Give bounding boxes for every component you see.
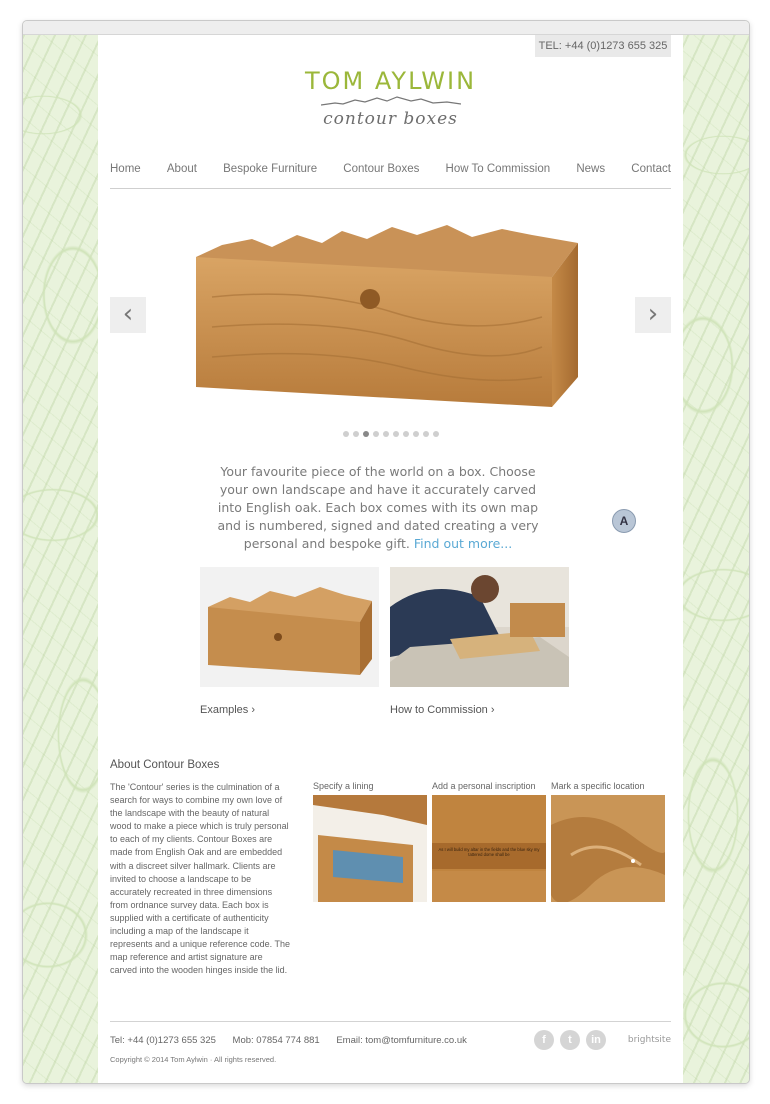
examples-link[interactable]: Examples › <box>200 704 256 716</box>
lining-image <box>313 795 427 902</box>
slider-dot[interactable] <box>403 431 409 437</box>
nav-item-bespoke-furniture[interactable]: Bespoke Furniture <box>223 163 318 175</box>
option-lining-label: Specify a lining <box>313 781 374 791</box>
contour-box-hero-image <box>192 217 582 417</box>
nav-item-how-to-commission[interactable]: How To Commission <box>445 163 551 175</box>
intro-text <box>208 463 548 553</box>
slider-next-button[interactable]: › <box>635 297 671 333</box>
hallmark-icon: A <box>612 509 636 533</box>
feature-how-to-commission[interactable] <box>390 567 569 716</box>
slider-dot[interactable] <box>383 431 389 437</box>
hero-slider <box>110 207 671 447</box>
option-location <box>551 781 665 907</box>
nav-item-contour-boxes[interactable]: Contour Boxes <box>343 163 420 175</box>
brightsite-logo[interactable]: brightsite <box>627 1035 671 1045</box>
intro-body: Your favourite piece of the world on a box. Choose your own landscape and have it accurately carved into English oak. Each box comes with its own map and is numbered, signed and dated creating a very personal and bespoke gift. <box>217 464 539 551</box>
linkedin-icon[interactable]: in <box>586 1030 606 1050</box>
footer-divider <box>110 1021 671 1022</box>
find-out-more-link[interactable]: Find out more... <box>413 536 513 551</box>
nav-item-about[interactable]: About <box>166 163 197 175</box>
browser-top-bar <box>23 21 749 35</box>
option-inscription <box>432 781 546 907</box>
footer-email[interactable]: Email: tom@tomfurniture.co.uk <box>336 1035 467 1046</box>
tel-badge: TEL: +44 (0)1273 655 325 <box>535 35 671 57</box>
option-inscription-label: Add a personal inscription <box>432 781 536 791</box>
page-content <box>98 35 683 1084</box>
slider-dot[interactable] <box>363 431 369 437</box>
examples-thumbnail <box>200 567 379 687</box>
how-to-commission-link[interactable]: How to Commission › <box>390 704 495 716</box>
inscription-text: As I will build my altar in the fields and the blue sky my tattered dome shall be <box>438 847 540 858</box>
slider-dot[interactable] <box>353 431 359 437</box>
footer-contact <box>110 1035 481 1046</box>
slider-dot[interactable] <box>423 431 429 437</box>
about-text: The 'Contour' series is the culmination of a search for ways to combine my own love of the landscape with the beauty of natural wood to make a piece which is truly personal to each of my clients. Contour Boxes are made from English Oak and are embedded with a discreet silver hallmark. Clients are invited to choose a landscape to be accurately recreated in three dimensions from ordnance survey data. Each box is supplied with a certificate of authenticity including a map of the landscape it represents and a unique reference code. The map reference and artist signature are carved into the wooden hinges inside the lid. <box>110 782 290 976</box>
slider-prev-button[interactable]: ‹ <box>110 297 146 333</box>
slider-dots <box>110 431 671 437</box>
feature-examples[interactable] <box>200 567 379 716</box>
slider-dot[interactable] <box>373 431 379 437</box>
main-nav <box>110 163 671 189</box>
twitter-icon[interactable]: t <box>560 1030 580 1050</box>
social-links <box>534 1030 606 1050</box>
slider-dot[interactable] <box>343 431 349 437</box>
nav-item-contact[interactable]: Contact <box>631 163 671 175</box>
inscription-image <box>432 795 546 902</box>
logo[interactable] <box>98 67 683 129</box>
craftsman-thumbnail <box>390 567 569 687</box>
option-location-label: Mark a specific location <box>551 781 645 791</box>
about-title: About Contour Boxes <box>110 759 220 771</box>
slider-dot[interactable] <box>393 431 399 437</box>
mountain-line-icon <box>321 95 461 107</box>
logo-name: TOM AYLWIN <box>304 67 477 95</box>
location-image <box>551 795 665 902</box>
footer-tel: Tel: +44 (0)1273 655 325 <box>110 1035 216 1046</box>
copyright: Copyright © 2014 Tom Aylwin · All rights reserved. <box>110 1055 277 1064</box>
nav-item-news[interactable]: News <box>576 163 606 175</box>
nav-item-home[interactable]: Home <box>110 163 141 175</box>
footer-mob: Mob: 07854 774 881 <box>232 1035 320 1046</box>
logo-subtitle: contour boxes <box>323 109 458 129</box>
option-lining <box>313 781 427 907</box>
browser-frame <box>22 20 750 1084</box>
slider-dot[interactable] <box>433 431 439 437</box>
slider-dot[interactable] <box>413 431 419 437</box>
facebook-icon[interactable]: f <box>534 1030 554 1050</box>
